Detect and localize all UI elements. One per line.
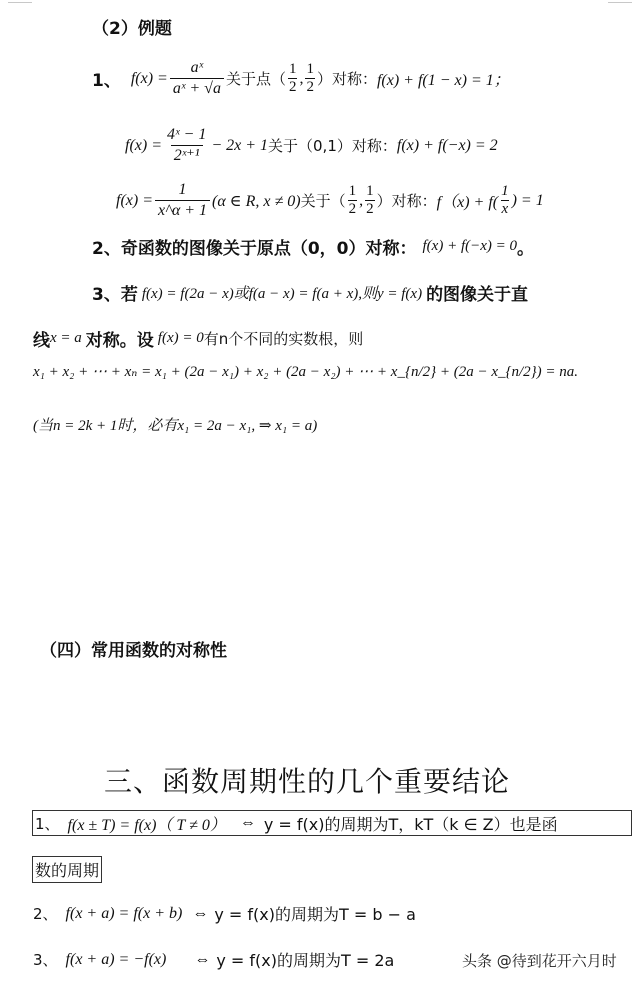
example-3-line-2: 线 x = a 对称。设 f(x) = 0 有n个不同的实数根，则 — [33, 330, 364, 351]
page-corner-mark-right — [608, 0, 632, 3]
example-1c: f(x) = $\frac{1}{x\^{}\alpha + 1}$ (α ∈ R, x ≠ 0) 关于（ $\frac{1}{2}$ , $\frac{1}{2}$ ）对称： f（x) + f( $\frac{1}{x}$ ) = 1 — [116, 181, 544, 219]
reciprocal-fraction: $\frac{1}{x}$ — [501, 183, 509, 217]
example-1b-fraction: $\frac{\text{4ˣ − 1}}{\text{2ˣ⁺¹}}$ — [167, 126, 207, 164]
example-1b: f(x) = $\frac{\text{4ˣ − 1}}{\text{2ˣ⁺¹}}$ − 2x + 1 关于（0,1）对称： f(x) + f(−x) = 2 — [125, 126, 498, 164]
example-2-result: f(x) + f(−x) = 0 — [422, 238, 517, 254]
half-fraction: $\frac{1}{2}$ — [366, 183, 374, 217]
equivalence-arrow: ⇔ — [192, 904, 209, 922]
periodicity-item-1-continuation: 数的周期 — [32, 856, 102, 883]
example-1c-fraction: $\frac{1}{x\^{}\alpha + 1}$ — [155, 180, 210, 221]
example-1-result: f(x) + f(1 − x) = 1； — [376, 72, 510, 89]
odd-roots-note: (当n = 2k + 1时，必有x₁ = 2a − x₁, ⇒ x₁ = a) — [33, 418, 318, 434]
periodicity-item-3: 3、 f(x + a) = −f(x) ⇔ y = f(x)的周期为T = 2a — [33, 950, 395, 970]
example-1-lhs: f(x) = — [130, 69, 168, 87]
example-2: 2、奇函数的图像关于原点（0，0）对称： f(x) + f(−x) = 0 。 — [92, 238, 534, 259]
roots-sum-formula: x₁ + x₂ + ⋯ + xₙ = x₁ + (2a − x₁) + x₂ + (2a − x₂) + ⋯ + x_{n/2} + (2a − x_{n/2}) = na. — [33, 364, 579, 380]
half-fraction: $\frac{1}{2}$ — [288, 61, 297, 95]
example-1: 1、 f(x) = $\frac{\text{aˣ}}{\text{aˣ + √a}}$ 关于点（ $\frac{1}{2}$ , $\frac{1}{2}$ ）对称： f(x) + f(1 − x) = 1； — [92, 59, 510, 97]
periodicity-item-1: 1、 f(x ± T) = f(x)（ T ≠ 0） ⇔ y = f(x)的周期为T，kT（k ∈ Z）也是函 — [32, 810, 632, 836]
periodicity-item-2: 2、 f(x + a) = f(x + b) ⇔ y = f(x)的周期为T = b − a — [33, 904, 416, 924]
section-2-heading: （2）例题 — [92, 19, 172, 39]
page-corner-mark-left — [8, 0, 32, 3]
example-1-fraction: $\frac{\text{aˣ}}{\text{aˣ + √a}}$ — [170, 58, 224, 99]
part-3-title: 三、函数周期性的几个重要结论 — [104, 765, 511, 798]
example-3-line-1: 3、若 f(x) = f(2a − x)或f(a − x) = f(a + x),则y = f(x) 的图像关于直 — [92, 285, 529, 305]
watermark: 头条 @待到花开六月时 — [462, 952, 617, 970]
half-fraction: $\frac{1}{2}$ — [348, 183, 357, 217]
half-fraction: $\frac{1}{2}$ — [306, 61, 314, 95]
example-1-label: 1、 — [92, 71, 121, 91]
example-1b-result: f(x) + f(−x) = 2 — [396, 136, 498, 154]
equivalence-arrow: ⇔ — [194, 950, 211, 968]
equivalence-arrow: ⇔ — [239, 814, 256, 831]
section-4-heading: （四）常用函数的对称性 — [40, 641, 227, 661]
